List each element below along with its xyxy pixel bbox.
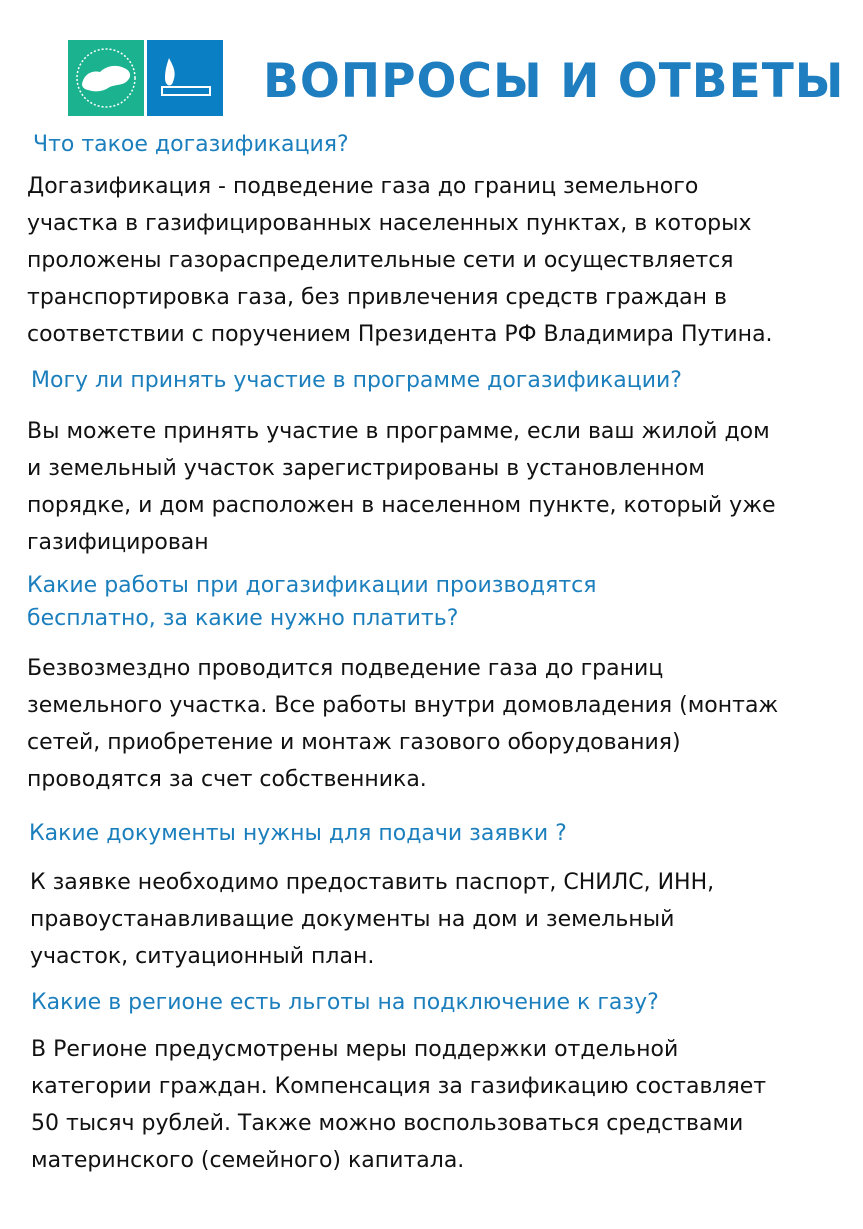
answer-line: материнского (семейного) капитала.: [31, 1148, 465, 1173]
answer-line: транспортировка газа, без привлечения средств граждан в: [27, 285, 728, 310]
answer-line: проводятся за счет собственника.: [27, 767, 427, 792]
answer-line: участок, ситуационный план.: [30, 944, 375, 969]
question-line: Что такое догазификация?: [33, 132, 349, 157]
answer-3: [27, 650, 778, 798]
answer-line: сетей, приобретение и монтаж газового оборудования): [27, 730, 681, 755]
answer-1: [27, 168, 773, 353]
question-3: [27, 569, 596, 635]
answer-line: проложены газораспределительные сети и осуществляется: [27, 248, 734, 273]
answer-line: участка в газифицированных населенных пунктах, в которых: [27, 211, 752, 236]
answer-line: Безвозмездно проводится подведение газа до границ: [27, 656, 664, 681]
question-4: [29, 817, 567, 850]
answer-line: газифицирован: [27, 530, 209, 555]
question-2: [31, 364, 682, 397]
answer-line: категории граждан. Компенсация за газификацию составляет: [31, 1074, 767, 1099]
answer-line: соответствии с поручением Президента РФ Владимира Путина.: [27, 322, 773, 347]
answer-line: К заявке необходимо предоставить паспорт, СНИЛС, ИНН,: [30, 870, 715, 895]
answer-line: земельного участка. Все работы внутри домовладения (монтаж: [27, 693, 779, 718]
answer-5: [31, 1031, 766, 1179]
question-line: Какие документы нужны для подачи заявки ?: [29, 821, 567, 846]
question-line: Могу ли принять участие в программе догазификации?: [31, 368, 682, 393]
page-title: ВОПРОСЫ И ОТВЕТЫ: [263, 54, 845, 109]
gasification-russia-logo-icon: [68, 40, 144, 116]
gazprom-logo-icon: [147, 40, 223, 116]
question-line: Какие в регионе есть льготы на подключение к газу?: [31, 990, 659, 1015]
question-5: [31, 986, 659, 1019]
answer-line: и земельный участок зарегистрированы в установленном: [27, 456, 705, 481]
question-1: [33, 128, 349, 161]
answer-line: Догазификация - подведение газа до границ земельного: [27, 174, 699, 199]
answer-line: В Регионе предусмотрены меры поддержки отдельной: [31, 1037, 679, 1062]
answer-line: Вы можете принять участие в программе, если ваш жилой дом: [27, 419, 770, 444]
answer-2: [27, 413, 776, 561]
answer-line: 50 тысяч рублей. Также можно воспользоваться средствами: [31, 1111, 744, 1136]
answer-4: [30, 864, 714, 975]
answer-line: порядке, и дом расположен в населенном пункте, который уже: [27, 493, 776, 518]
question-line: Какие работы при догазификации производятся: [27, 573, 597, 598]
answer-line: правоустанавливащие документы на дом и земельный: [30, 907, 675, 932]
question-line: бесплатно, за какие нужно платить?: [27, 606, 459, 631]
